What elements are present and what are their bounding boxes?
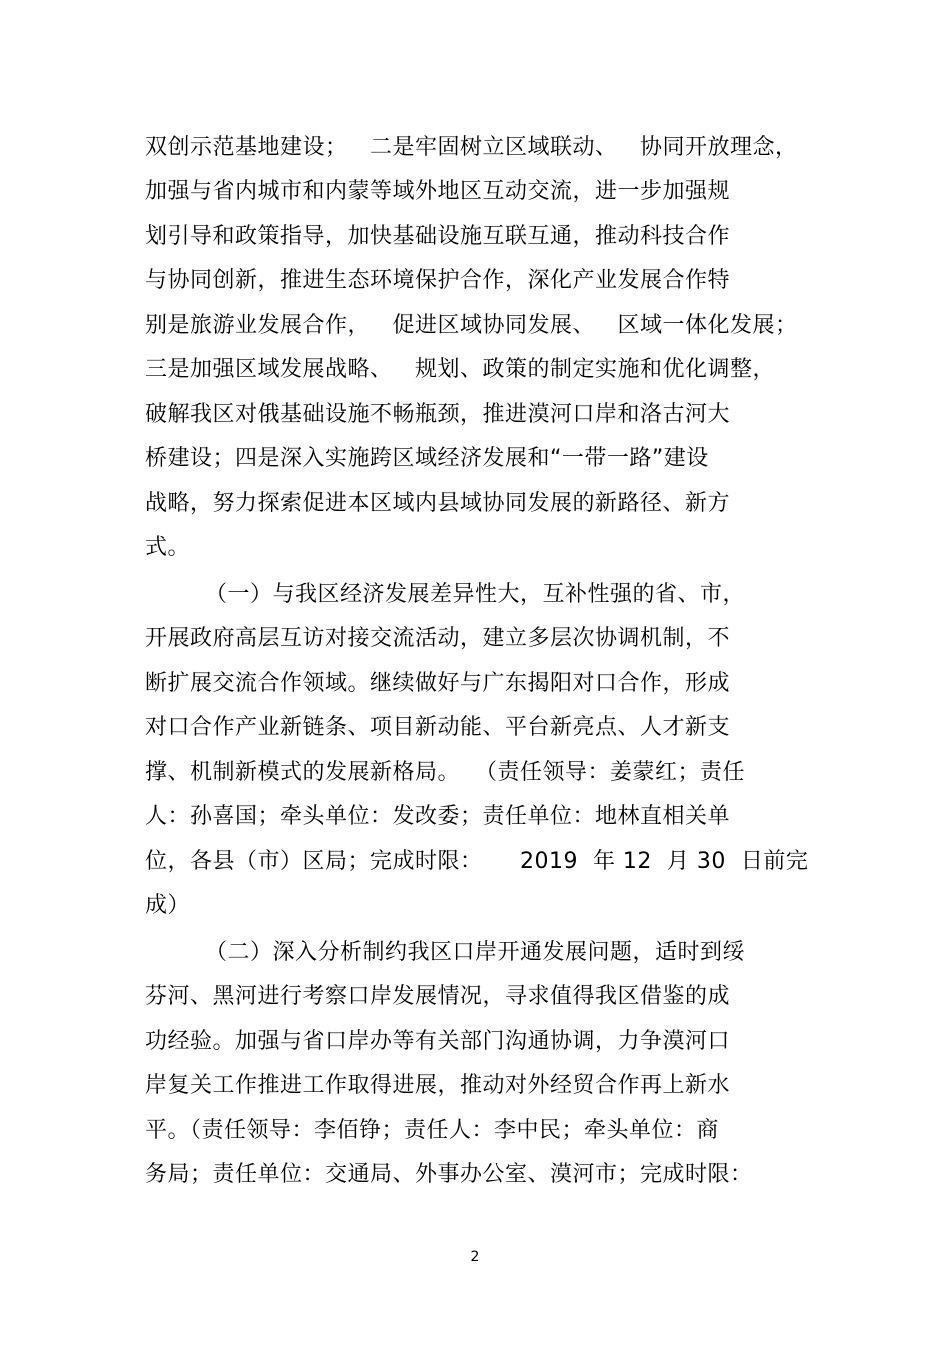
text-line: 别是旅游业发展合作， 促进区域协同发展、 区域一体化发展；	[145, 313, 798, 338]
text-line: 桥建设；四是深入实施跨区域经济发展和“一带一路”建设	[145, 446, 709, 471]
text-line: 划引导和政策指导，加快基础设施互联互通，推动科技合作	[145, 224, 731, 249]
text-line: 断扩展交流合作领域。继续做好与广东揭阳对口合作，形成	[145, 671, 731, 696]
text-line: 岸复关工作推进工作取得进展，推动对外经贸合作再上新水	[145, 1073, 731, 1098]
text-line: 撑、机制新模式的发展新格局。 （责任领导：姜蒙红；责任	[145, 760, 745, 785]
text-line: 平。（责任领导：李佰铮；责任人：李中民；牵头单位：商	[145, 1118, 720, 1143]
text-line: 功经验。加强与省口岸办等有关部门沟通协调，力争漠河口	[145, 1029, 731, 1054]
text-line: 芬河、黑河进行考察口岸发展情况，寻求值得我区借鉴的成	[145, 984, 731, 1009]
text-line: 战略，努力探索促进本区域内县域协同发展的新路径、新方	[145, 491, 731, 516]
page-number: 2	[470, 1249, 480, 1265]
text-line: 人：孙喜国；牵头单位：发改委；责任单位：地林直相关单	[145, 804, 731, 829]
text-line: 式。	[145, 535, 191, 560]
paragraph-first-line: （一）与我区经济发展差异性大，互补性强的省、市，	[205, 582, 746, 607]
text-line: 开展政府高层互访对接交流活动，建立多层次协调机制，不	[145, 626, 731, 651]
text-line: 成）	[145, 893, 191, 918]
text-line: 双创示范基地建设； 二是牢固树立区域联动、 协同开放理念，	[145, 135, 798, 160]
text-line: 位，各县（市）区局；完成时限： 2019 年 12 月 30 日前完	[145, 849, 809, 874]
text-line: 三是加强区域发展战略、 规划、政策的制定实施和优化调整，	[145, 357, 775, 382]
text-line: 破解我区对俄基础设施不畅瓶颈，推进漠河口岸和洛古河大	[145, 402, 731, 427]
paragraph-first-line: （二）深入分析制约我区口岸开通发展问题，适时到绥	[205, 940, 746, 965]
text-line: 务局；责任单位：交通局、外事办公室、漠河市；完成时限：	[145, 1162, 753, 1187]
text-line: 加强与省内城市和内蒙等域外地区互动交流，进一步加强规	[145, 179, 731, 204]
text-line: 与协同创新，推进生态环境保护合作，深化产业发展合作特	[145, 268, 731, 293]
text-line: 对口合作产业新链条、项目新动能、平台新亮点、人才新支	[145, 715, 731, 740]
